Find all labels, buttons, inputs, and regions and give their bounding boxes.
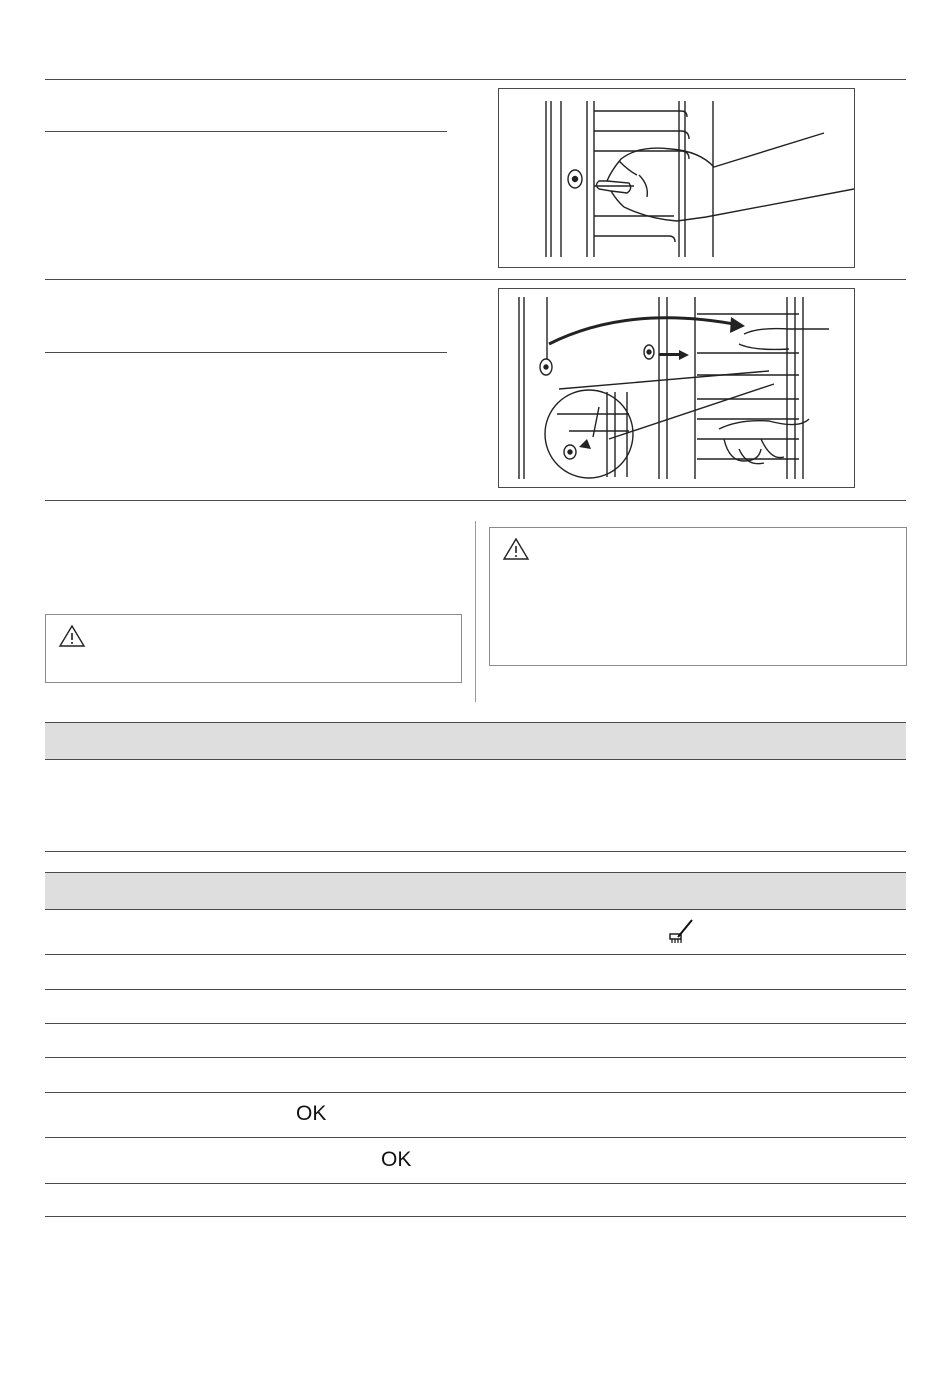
- column-divider: [475, 521, 476, 702]
- step1-sub-rule: [45, 131, 447, 132]
- table-row-rule: [45, 1057, 906, 1058]
- oven-shelf-support-install-illustration: [499, 289, 854, 487]
- table-row-rule: [45, 954, 906, 955]
- table-row-rule: [45, 989, 906, 990]
- table-header-band-2: [45, 872, 906, 910]
- warning-box-right: [489, 527, 907, 666]
- warning-box-left: [45, 614, 462, 683]
- step2-sub-rule: [45, 352, 447, 353]
- table-row-rule: [45, 1183, 906, 1184]
- table-row-rule: [45, 851, 906, 852]
- table-row-rule: [45, 1092, 906, 1093]
- section-divider-2: [45, 500, 906, 501]
- section-divider-1: [45, 279, 906, 280]
- oven-shelf-support-removal-illustration: [499, 89, 854, 267]
- warning-triangle-icon: [58, 624, 86, 653]
- ok-button-symbol: OK: [381, 1148, 412, 1171]
- table-row-rule: [45, 1023, 906, 1024]
- figure-remove-shelf-support: [498, 88, 855, 268]
- table-row-rule: [45, 1137, 906, 1138]
- ok-button-symbol: OK: [296, 1102, 327, 1125]
- table-header-band-1: [45, 722, 906, 760]
- figure-install-shelf-support: [498, 288, 855, 488]
- top-rule: [45, 79, 906, 80]
- table-bottom-rule: [45, 1216, 906, 1217]
- warning-triangle-icon: [502, 537, 530, 566]
- cleaning-brush-icon: [668, 917, 696, 948]
